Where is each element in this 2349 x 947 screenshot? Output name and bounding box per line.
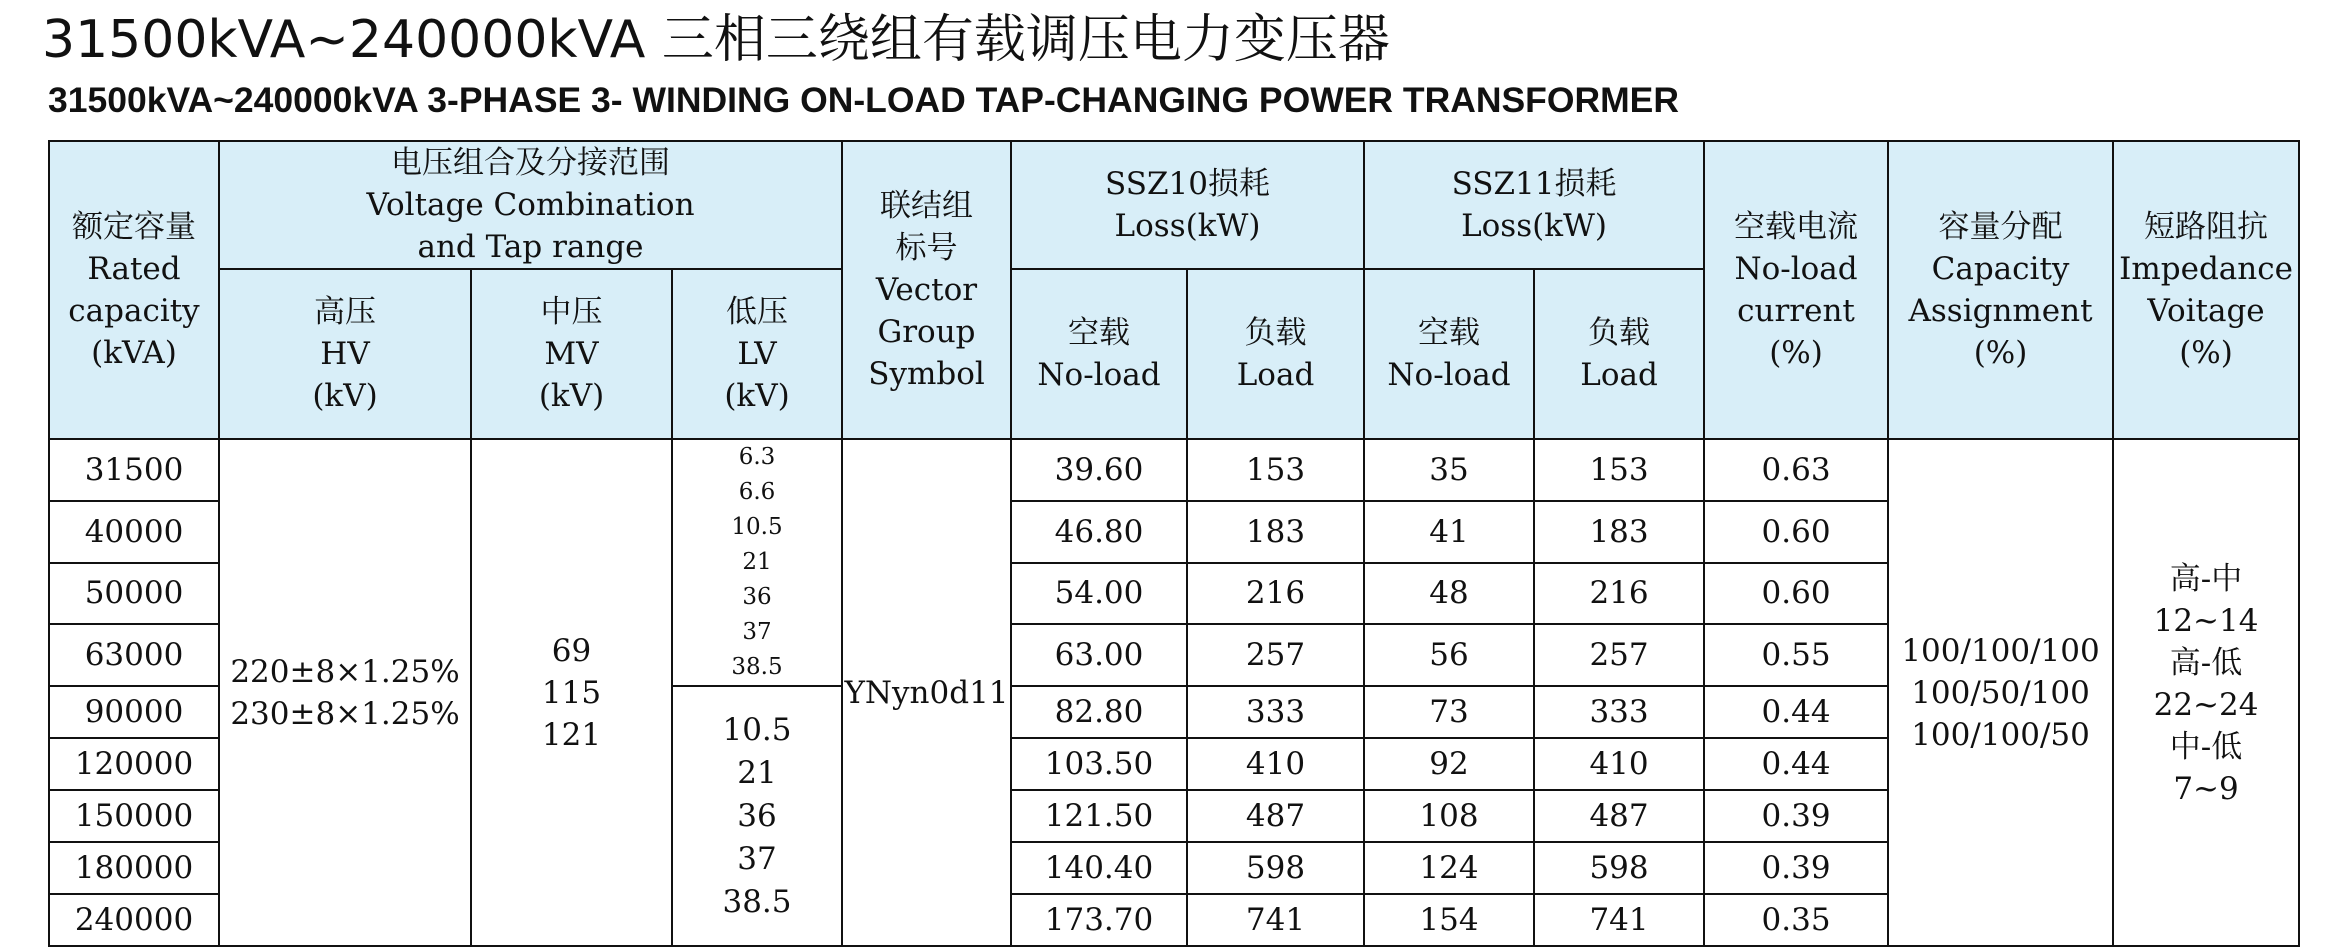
- ssz11-load-cell: 216: [1534, 563, 1704, 625]
- ssz11-noload-cell: 154: [1364, 894, 1534, 946]
- ssz11-load-cell: 333: [1534, 686, 1704, 738]
- header-no-load-current: 空载电流 No-load current (%): [1704, 141, 1888, 439]
- header-impedance: 短路阻抗 Impedance Voitage (%): [2113, 141, 2299, 439]
- capacity-cell: 40000: [49, 501, 219, 563]
- ssz10-noload-cell: 140.40: [1011, 842, 1187, 894]
- impedance-values: 高-中 12~14 高-低 22~24 中-低 7~9: [2113, 439, 2299, 946]
- ssz10-load-cell: 216: [1187, 563, 1364, 625]
- current-cell: 0.63: [1704, 439, 1888, 501]
- capacity-cell: 240000: [49, 894, 219, 946]
- current-cell: 0.60: [1704, 563, 1888, 625]
- lv-values-large: 10.5 21 36 37 38.5: [672, 686, 842, 946]
- ssz11-noload-cell: 48: [1364, 563, 1534, 625]
- vector-group-value: YNyn0d11: [842, 439, 1011, 946]
- current-cell: 0.60: [1704, 501, 1888, 563]
- ssz10-load-cell: 598: [1187, 842, 1364, 894]
- ssz11-load-cell: 183: [1534, 501, 1704, 563]
- header-lv: 低压 LV (kV): [672, 269, 842, 439]
- header-rated-capacity: 额定容量 Rated capacity (kVA): [49, 141, 219, 439]
- ssz11-noload-cell: 56: [1364, 624, 1534, 686]
- ssz10-load-cell: 257: [1187, 624, 1364, 686]
- ssz10-noload-cell: 173.70: [1011, 894, 1187, 946]
- ssz10-load-cell: 153: [1187, 439, 1364, 501]
- header-capacity-assignment: 容量分配 Capacity Assignment (%): [1888, 141, 2113, 439]
- capacity-cell: 150000: [49, 790, 219, 842]
- header-hv: 高压 HV (kV): [219, 269, 471, 439]
- current-cell: 0.39: [1704, 790, 1888, 842]
- header-ssz10-load: 负载 Load: [1187, 269, 1364, 439]
- spec-table: [48, 140, 2300, 947]
- mv-values: 69 115 121: [471, 439, 672, 946]
- ssz11-load-cell: 410: [1534, 738, 1704, 790]
- table-row: [49, 439, 2299, 501]
- capacity-assignment-values: 100/100/100 100/50/100 100/100/50: [1888, 439, 2113, 946]
- ssz10-noload-cell: 46.80: [1011, 501, 1187, 563]
- header-ssz11-loss: SSZ11损耗 Loss(kW): [1364, 141, 1704, 269]
- ssz11-load-cell: 487: [1534, 790, 1704, 842]
- ssz11-noload-cell: 73: [1364, 686, 1534, 738]
- ssz10-load-cell: 741: [1187, 894, 1364, 946]
- header-ssz10-loss: SSZ10损耗 Loss(kW): [1011, 141, 1364, 269]
- lv-values-small: 6.3 6.6 10.5 21 36 37 38.5: [672, 439, 842, 686]
- header-ssz10-no-load: 空载 No-load: [1011, 269, 1187, 439]
- ssz10-noload-cell: 54.00: [1011, 563, 1187, 625]
- ssz11-load-cell: 598: [1534, 842, 1704, 894]
- header-voltage-combination: 电压组合及分接范围 Voltage Combination and Tap range: [219, 141, 842, 269]
- ssz10-noload-cell: 63.00: [1011, 624, 1187, 686]
- ssz11-noload-cell: 35: [1364, 439, 1534, 501]
- header-ssz11-no-load: 空载 No-load: [1364, 269, 1534, 439]
- page-title-cn: 31500kVA~240000kVA 三相三绕组有载调压电力变压器: [42, 10, 1390, 70]
- current-cell: 0.39: [1704, 842, 1888, 894]
- ssz10-noload-cell: 39.60: [1011, 439, 1187, 501]
- ssz11-load-cell: 257: [1534, 624, 1704, 686]
- capacity-cell: 31500: [49, 439, 219, 501]
- ssz10-load-cell: 410: [1187, 738, 1364, 790]
- capacity-cell: 63000: [49, 624, 219, 686]
- ssz10-load-cell: 333: [1187, 686, 1364, 738]
- hv-values: 220±8×1.25% 230±8×1.25%: [219, 439, 471, 946]
- current-cell: 0.44: [1704, 686, 1888, 738]
- header-vector-group: 联结组 标号 Vector Group Symbol: [842, 141, 1011, 439]
- ssz10-load-cell: 183: [1187, 501, 1364, 563]
- ssz11-load-cell: 741: [1534, 894, 1704, 946]
- current-cell: 0.35: [1704, 894, 1888, 946]
- header-ssz11-load: 负载 Load: [1534, 269, 1704, 439]
- ssz10-load-cell: 487: [1187, 790, 1364, 842]
- current-cell: 0.55: [1704, 624, 1888, 686]
- ssz10-noload-cell: 82.80: [1011, 686, 1187, 738]
- capacity-cell: 90000: [49, 686, 219, 738]
- ssz11-noload-cell: 124: [1364, 842, 1534, 894]
- ssz11-load-cell: 153: [1534, 439, 1704, 501]
- ssz10-noload-cell: 103.50: [1011, 738, 1187, 790]
- ssz11-noload-cell: 41: [1364, 501, 1534, 563]
- capacity-cell: 120000: [49, 738, 219, 790]
- ssz10-noload-cell: 121.50: [1011, 790, 1187, 842]
- ssz11-noload-cell: 92: [1364, 738, 1534, 790]
- ssz11-noload-cell: 108: [1364, 790, 1534, 842]
- capacity-cell: 50000: [49, 563, 219, 625]
- current-cell: 0.44: [1704, 738, 1888, 790]
- page-title-en: 31500kVA~240000kVA 3-PHASE 3- WINDING ON-LOAD TAP-CHANGING POWER TRANSFORMER: [48, 80, 1679, 120]
- header-mv: 中压 MV (kV): [471, 269, 672, 439]
- capacity-cell: 180000: [49, 842, 219, 894]
